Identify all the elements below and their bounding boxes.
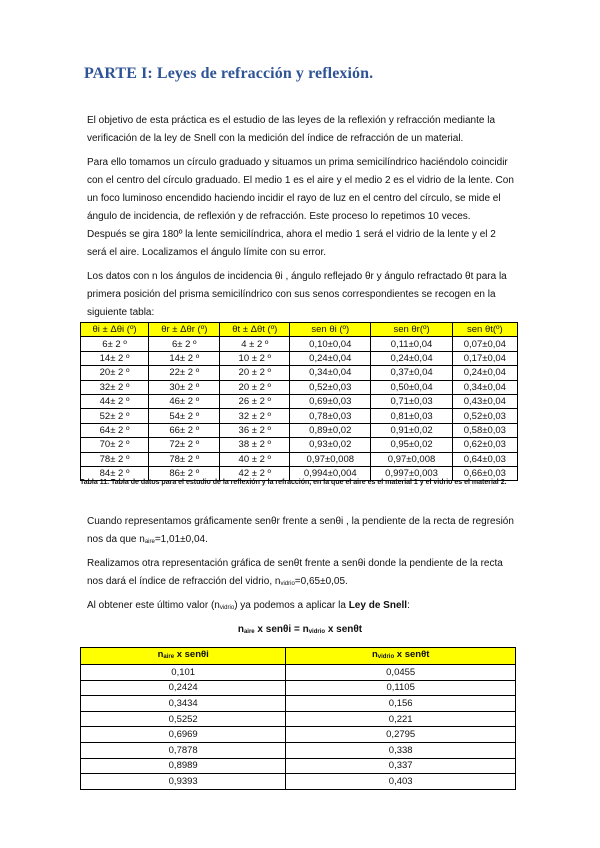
table-cell: 0,3434 [81, 696, 286, 712]
snell-intro-sub: vidrio [219, 605, 235, 611]
table-cell: 0,221 [286, 711, 516, 727]
table-cell: 38 ± 2 º [220, 438, 290, 452]
table-cell: 0,52±0,03 [290, 380, 371, 394]
table-cell: 0,64±0,03 [452, 452, 517, 466]
table-cell: 22± 2 º [149, 366, 220, 380]
table-cell: 0,07±0,04 [452, 337, 517, 351]
table-cell: 0,403 [286, 774, 516, 790]
table-cell: 10 ± 2 º [220, 351, 290, 365]
snell-intro-colon: : [407, 600, 410, 611]
table-cell: 6± 2 º [149, 337, 220, 351]
table-cell: 46± 2 º [149, 394, 220, 408]
table-cell: 0,43±0,04 [452, 394, 517, 408]
table-cell: 0,71±0,03 [371, 394, 452, 408]
table-row [81, 438, 518, 452]
header-theta-r: θr ± Δθr (º) [149, 323, 220, 337]
table-cell: 0,50±0,04 [371, 380, 452, 394]
table-cell: 84± 2 º [81, 466, 149, 480]
table-cell: 0,89±0,02 [290, 423, 371, 437]
table-cell: 14± 2 º [81, 351, 149, 365]
header-theta-t: θt ± Δθt (º) [220, 323, 290, 337]
table-cell: 32± 2 º [81, 380, 149, 394]
table-cell: 0,24±0,04 [452, 366, 517, 380]
table-cell: 78± 2 º [81, 452, 149, 466]
eq-n2-sub: vidrio [308, 629, 326, 635]
table-cell: 0,37±0,04 [371, 366, 452, 380]
table-cell: 0,6969 [81, 727, 286, 743]
table-cell: 0,97±0,008 [290, 452, 371, 466]
table-row [81, 711, 516, 727]
table-cell: 0,8989 [81, 758, 286, 774]
n-aire-value: =1,01±0,04. [154, 534, 208, 545]
table-row [81, 696, 516, 712]
table-row [81, 337, 518, 351]
snell-equation [0, 624, 600, 635]
table-cell: 0,11±0,04 [371, 337, 452, 351]
table-cell: 42 ± 2 º [220, 466, 290, 480]
table-row [81, 423, 518, 437]
table-cell: 0,9393 [81, 774, 286, 790]
header-theta-i: θi ± Δθi (º) [81, 323, 149, 337]
table-cell: 14± 2 º [149, 351, 220, 365]
snell-table [80, 647, 516, 790]
table-cell: 0,994±0,004 [290, 466, 371, 480]
table-cell: 0,0455 [286, 665, 516, 681]
table-row [81, 774, 516, 790]
table-cell: 54± 2 º [149, 409, 220, 423]
eq-mid2: x senθt [325, 624, 363, 635]
eq-mid1: x senθi = n [254, 624, 309, 635]
table-cell: 86± 2 º [149, 466, 220, 480]
header-sen-r: sen θr(º) [371, 323, 452, 337]
paragraph-n-vidrio [87, 555, 517, 593]
table-cell: 72± 2 º [149, 438, 220, 452]
table-cell: 0,24±0,04 [371, 351, 452, 365]
table-row [81, 758, 516, 774]
n-aire-sub: aire [144, 539, 155, 545]
table-caption: Tabla 11. Tabla de datos para el estudio de la reflexión y la refracción, en la que el aire es el material 1 y el vidrio es el material 2. [80, 479, 507, 486]
table-cell: 26 ± 2 º [220, 394, 290, 408]
table-cell: 0,58±0,03 [452, 423, 517, 437]
table-cell: 0,97±0,008 [371, 452, 452, 466]
header-n-aire-sen-i: $n_{aire}$ x senθi [81, 648, 286, 665]
table-cell: 0,81±0,03 [371, 409, 452, 423]
n-vidrio-text: Realizamos otra representación gráfica de senθt frente a senθi donde la pendiente de la recta nos dará el índice de refracción del vidrio, n [87, 558, 503, 587]
table-cell: 0,91±0,02 [371, 423, 452, 437]
table-cell: 0,101 [81, 665, 286, 681]
table-cell: 0,52±0,03 [452, 409, 517, 423]
table-cell: 0,24±0,04 [290, 351, 371, 365]
table-cell: 20± 2 º [81, 366, 149, 380]
table-cell: 30± 2 º [149, 380, 220, 394]
header-sen-i: sen θi (º) [290, 323, 371, 337]
table-row [81, 380, 518, 394]
table-row [81, 727, 516, 743]
table-cell: 6± 2 º [81, 337, 149, 351]
eq-n1-sub: aire [243, 629, 255, 635]
table-row [81, 680, 516, 696]
table-cell: 78± 2 º [149, 452, 220, 466]
table-cell: 20 ± 2 º [220, 366, 290, 380]
table-cell: 0,5252 [81, 711, 286, 727]
paragraph-procedure: Para ello tomamos un círculo graduado y situamos un prima semicilíndrico haciéndolo coincidir con el centro del círculo graduado. El medio 1 es el aire y el medio 2 es el vidrio de la lente. Con un foco luminoso encendido haciendo incidir el rayo de luz en el centro del círculo, se mide el ángulo de incidencia, de reflexión y de refracción. Este proceso lo repetimos 10 veces. [87, 157, 514, 222]
paragraph-rotation: Después se gira 180º la lente semicilíndrica, ahora el medio 1 será el vidrio de la lente y el 2 será el aire. Localizamos el ángulo límite con su error. [87, 229, 496, 258]
table-cell: 70± 2 º [81, 438, 149, 452]
table-cell: 0,10±0,04 [290, 337, 371, 351]
table-cell: 52± 2 º [81, 409, 149, 423]
section-title: PARTE I: Leyes de refracción y reflexión. [84, 65, 374, 82]
snell-intro-text: Al obtener este último valor (n [87, 600, 220, 611]
table-cell: 0,69±0,03 [290, 394, 371, 408]
table-cell: 0,1105 [286, 680, 516, 696]
table-cell: 64± 2 º [81, 423, 149, 437]
table-cell: 0,17±0,04 [452, 351, 517, 365]
paragraph-n-aire [87, 513, 517, 551]
table-header-row [81, 323, 518, 337]
table-cell: 0,338 [286, 742, 516, 758]
table-row [81, 452, 518, 466]
table-cell: 0,997±0,003 [371, 466, 452, 480]
table-cell: 36 ± 2 º [220, 423, 290, 437]
table-cell: 4 ± 2 º [220, 337, 290, 351]
table-cell: 66± 2 º [149, 423, 220, 437]
table-cell: 0,66±0,03 [452, 466, 517, 480]
eq-n1: n [237, 624, 244, 635]
table-cell: 0,78±0,03 [290, 409, 371, 423]
table-row [81, 351, 518, 365]
n-vidrio-value: =0,65±0,05. [294, 576, 348, 587]
header-n-vidrio-sen-t: $n_{vidrio}$ x senθt [286, 648, 516, 665]
table-header-row [81, 648, 516, 665]
paragraph-objective: El objetivo de esta práctica es el estudio de las leyes de la reflexión y refracción mediante la verificación de la ley de Snell con la medición del índice de refracción de un material. [87, 115, 496, 144]
table-cell: 0,337 [286, 758, 516, 774]
table-row [81, 394, 518, 408]
table-cell: 44± 2 º [81, 394, 149, 408]
table-cell: 0,95±0,02 [371, 438, 452, 452]
table-cell: 0,93±0,02 [290, 438, 371, 452]
table-cell: 0,34±0,04 [452, 380, 517, 394]
n-aire-text: Cuando representamos gráficamente senθr frente a senθi , la pendiente de la recta de regresión nos da que n [87, 516, 514, 545]
table-row [81, 409, 518, 423]
table-cell: 40 ± 2 º [220, 452, 290, 466]
n-vidrio-sub: vidrio [280, 581, 295, 587]
table-cell: 0,2424 [81, 680, 286, 696]
table-cell: 32 ± 2 º [220, 409, 290, 423]
paragraph-data-intro: Los datos con n los ángulos de incidencia θi , ángulo reflejado θr y ángulo refractado θt para la primera posición del prisma semicilíndrico con sus senos correspondientes se recogen en la siguiente tabla: [87, 271, 507, 318]
header-sen-t: sen θt(º) [452, 323, 517, 337]
table-row [81, 742, 516, 758]
table-row [81, 665, 516, 681]
table-cell: 20 ± 2 º [220, 380, 290, 394]
snell-intro-text-2: ) ya podemos a aplicar la [234, 600, 349, 611]
table-cell: 0,7878 [81, 742, 286, 758]
snell-law-name: Ley de Snell [348, 600, 408, 611]
table-cell: 0,34±0,04 [290, 366, 371, 380]
table-row [81, 366, 518, 380]
paragraph-snell-intro [87, 597, 517, 617]
angles-table [80, 322, 518, 481]
table-cell: 0,2795 [286, 727, 516, 743]
table-cell: 0,62±0,03 [452, 438, 517, 452]
table-cell: 0,156 [286, 696, 516, 712]
